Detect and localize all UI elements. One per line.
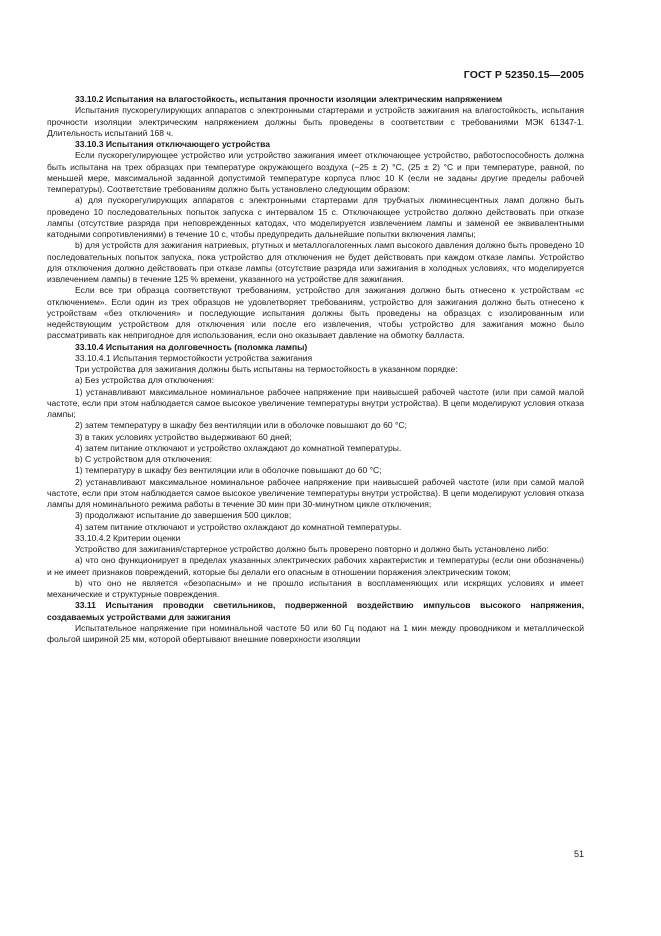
list-item: 2) устанавливают максимальное номинальное рабочее напряжение при наивысшей рабочей частоте (или при самой малой частоте, если при этом наблюдается самое высокое увеличение температуры внутри устройства). В цепи моделируют условия отказа лампы для номинального режима работы в течение 30 мин при 30-минутном цикле отключения;: [47, 476, 584, 509]
list-item: 3) в таких условиях устройство выдерживают 60 дней;: [75, 431, 292, 442]
list-item: 3) продолжают испытание до завершения 500 циклов;: [75, 510, 292, 521]
list-item: b) С устройством для отключения:: [75, 454, 213, 464]
list-item: 4) затем питание отключают и устройство охлаждают до комнатной температуры.: [75, 442, 402, 453]
paragraph: Испытательное напряжение при номинальной частоте 50 или 60 Гц подают на 1 мин между проводником и металлической фольгой шириной 25 мм, которой обертывают внешние поверхности изоляции: [47, 622, 584, 644]
paragraph: Три устройства для зажигания должны быть испытаны на термостойкость в указанном порядке:: [75, 364, 458, 374]
paragraph: Если все три образца соответствуют требованиям, устройство для зажигания должно быть отнесено к устройствам «с отключением». Если один из трех образцов не удовлетворяет требованиям, устройство для зажигания должно быть отнесено к устройствам «без отключения» и последующие испытания должны быть проведены на образцах с изолированным или недействующим устройством для отключения или после его извлечения, чтобы устройство для зажигания можно было рассматривать как непригодное для использования, если оно оказывает давление на обмотку балласта.: [47, 285, 584, 341]
section-heading-33-11: 33.11 Испытания проводки светильников, подверженной воздействию импульсов высокого напряжения, создаваемых устройствами для зажигания: [47, 600, 584, 622]
section-heading-33-10-2: 33.10.2 Испытания на влагостойкость, испытания прочности изоляции электрическим напряжением: [75, 94, 503, 104]
paragraph: Если пускорегулирующее устройство или устройство зажигания имеет отключающее устройство, работоспособность должна быть испытана на трех образцах при температуре окружающего воздуха (−25 ± 2) °С, (25 ± 2) °С и при температуре, равной, по меньшей мере, максимальной заданной допустимой температуре корпуса плюс 10 К (если не заданы другие пределы рабочей температуры). Соответствие требованиям должно быть установлено следующим образом:: [47, 150, 584, 194]
paragraph: Испытания пускорегулирующих аппаратов с электронными стартерами и устройств зажигания на влагостойкость, испытания прочности изоляции электрическим напряжением должны быть проведены в соответствии с требованиями МЭК 61347-1. Длительность испытаний 168 ч.: [47, 105, 584, 138]
subsection-heading-33-10-4-2: 33.10.4.2 Критерии оценки: [75, 532, 181, 543]
list-item: b) что оно не является «безопасным» и не прошло испытания в воспламеняющих или искрящих условиях и имеет механические и структурные повреждения.: [47, 577, 584, 599]
list-item: 1) температуру в шкафу без вентиляции или в оболочке повышают до 60 °С;: [75, 465, 382, 476]
paragraph: Устройство для зажигания/стартерное устройство должно быть проверено повторно и должно быть установлено либо:: [75, 544, 549, 554]
subsection-heading-33-10-4-1: 33.10.4.1 Испытания термостойкости устройства зажигания: [75, 352, 313, 363]
body-text: [47, 94, 584, 645]
list-item: 2) затем температуру в шкафу без вентиляции или в оболочке повышают до 60 °С;: [75, 420, 407, 431]
list-item: а) Без устройства для отключения:: [75, 375, 215, 386]
list-item: 1) устанавливают максимальное номинальное рабочее напряжение при наивысшей рабочей частоте (или при самой малой частоте, если при этом наблюдается самое высокое увеличение температуры внутри устройства). В цепи моделируют условия отказа лампы;: [47, 386, 584, 419]
section-heading-33-10-3: 33.10.3 Испытания отключающего устройства: [75, 139, 270, 149]
standard-header: ГОСТ Р 52350.15—2005: [463, 69, 584, 81]
list-item: b) для устройств для зажигания натриевых, ртутных и металлогалогенных ламп высокого давления должно быть проведено 10 последовательных попыток запуска, пока устройство для отключения не будет действовать при каждом отказе лампы. Устройство для отключения должно действовать при отказе лампы (отсутствие разряда или зажигания в холодных условиях, что моделируется извлечением лампы) в течение 125 % времени, указанного на устройстве для зажигания.: [47, 240, 584, 284]
page-number: 51: [573, 849, 584, 859]
list-item: а) для пускорегулирующих аппаратов с электронными стартерами для трубчатых люминесцентных ламп должно быть проведено 10 последовательных попыток запуска с интервалом 15 с. Отключающее устройство должно действовать при отказе лампы (отсутствие разряда при неповрежденных катодах, что моделируется извлечением лампы и заменой ее эквивалентными катодными сопротивлениями) в течение 10 с, чтобы предупредить дальнейшие попытки включения лампы;: [47, 195, 584, 239]
section-heading-33-10-4: 33.10.4 Испытания на долговечность (поломка лампы): [75, 341, 308, 352]
list-item: а) что оно функционирует в пределах указанных электрических рабочих характеристик и температуры (если они обозначены) и не имеет признаков повреждений, которые бы делали его опасным в отношении поражения электрическим током;: [47, 555, 584, 577]
list-item: 4) затем питание отключают и устройство охлаждают до комнатной температуры.: [75, 521, 402, 532]
